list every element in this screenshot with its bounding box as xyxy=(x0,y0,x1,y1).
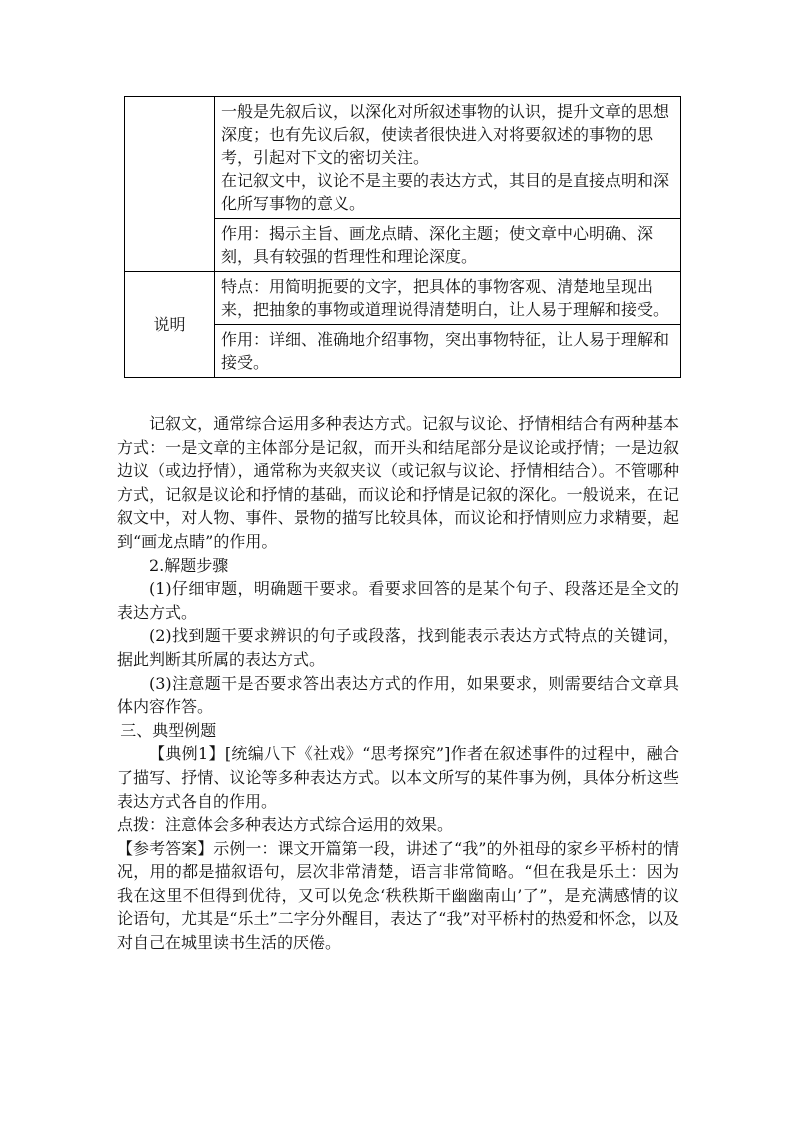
step-1: (1)仔细审题，明确题干要求。看要求回答的是某个句子、段落还是全文的表达方式。 xyxy=(117,579,679,622)
step-3: (3)注意题干是否要求答出表达方式的作用，如果要求，则需要结合文章具体内容作答。 xyxy=(117,673,679,717)
table-label-cell xyxy=(125,97,215,272)
section-heading-steps: 2.解题步骤 xyxy=(149,555,229,575)
cell-paragraph: 一般是先叙后议，以深化对所叙述事物的认识，提升文章的思想深度；也有先议后叙，使读者很快进入对将要叙述的事物的思考，引起对下文的密切关注。 xyxy=(221,102,670,167)
table-label-explanation: 说明 xyxy=(125,272,215,378)
table-cell-explanation-function: 作用：详细、准确地介绍事物，突出事物特征，让人易于理解和接受。 xyxy=(215,325,681,378)
hint-paragraph: 点拨：注意体会多种表达方式综合运用的效果。 xyxy=(117,815,454,835)
expression-methods-table xyxy=(124,96,681,378)
paragraph-narrative-summary: 记叙文，通常综合运用多种表达方式。记叙与议论、抒情相结合有两种基本方式：一是文章的主体部分是记叙，而开头和结尾部分是议论或抒情；一是边叙边议（或边抒情），通常称为夹叙夹议（或记叙与议论、抒情相结合）。不管哪种方式，记叙是议论和抒情的基础，而议论和抒情是记叙的深化。一般说来，在记叙文中，对人物、事件、景物的描写比较具体，而议论和抒情则应力求精要，起到“画龙点睛”的作用。 xyxy=(117,414,679,551)
table-cell-narration-order xyxy=(215,97,681,219)
body-text xyxy=(117,412,679,955)
cell-paragraph: 在记叙文中，议论不是主要的表达方式，其目的是直接点明和深化所写事物的意义。 xyxy=(221,171,670,213)
step-2: (2)找到题干要求辨识的句子或段落，找到能表示表达方式特点的关键词，据此判断其所属的表达方式。 xyxy=(117,626,679,669)
reference-answer: 【参考答案】示例一：课文开篇第一段，讲述了“我”的外祖母的家乡平桥村的情况，用的都是描叙语句，层次非常清楚，语言非常简略。“但在我是乐土：因为我在这里不但得到优待，又可以免念‘秩秩斯干幽幽南山’了”，是充满感情的议论语句，尤其是“乐土”二字分外醒目，表达了“我”对平桥村的热爱和怀念，以及对自己在城里读书生活的厌倦。 xyxy=(117,838,679,953)
table-row xyxy=(125,97,681,219)
table-row xyxy=(125,272,681,325)
table-cell-explanation-feature: 特点：用简明扼要的文字，把具体的事物客观、清楚地呈现出来，把抽象的事物或道理说得清楚明白，让人易于理解和接受。 xyxy=(215,272,681,325)
example-question: 【典例1】[统编八下《社戏》“思考探究”]作者在叙述事件的过程中，融合了描写、抒情、议论等多种表达方式。以本文所写的某件事为例，具体分析这些表达方式各自的作用。 xyxy=(117,744,679,811)
section-heading-examples: 三、典型例题 xyxy=(120,720,217,740)
table-cell-discussion-function: 作用：揭示主旨、画龙点睛、深化主题；使文章中心明确、深刻，具有较强的哲理性和理论深度。 xyxy=(215,219,681,272)
